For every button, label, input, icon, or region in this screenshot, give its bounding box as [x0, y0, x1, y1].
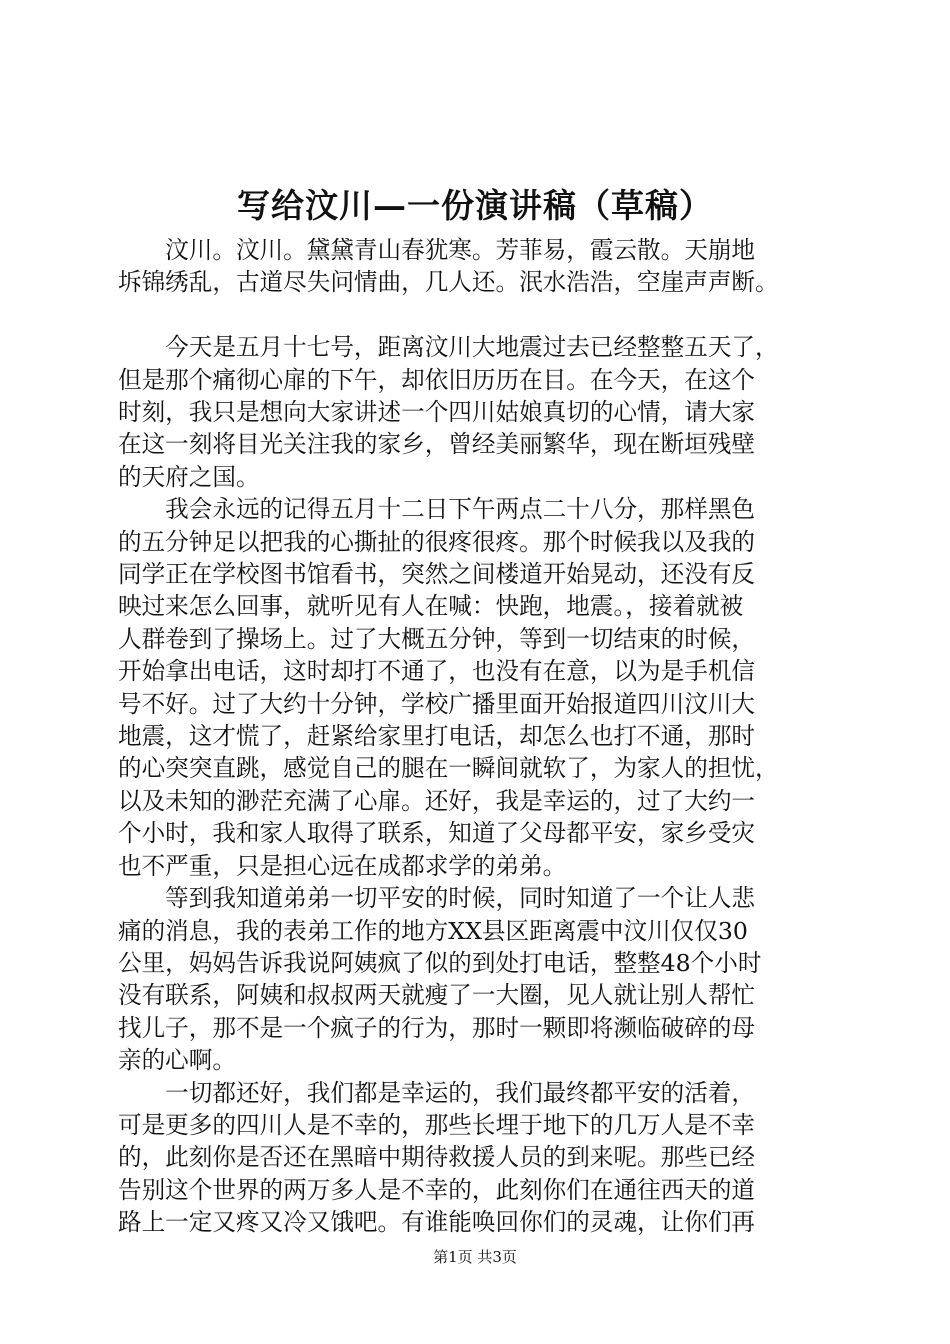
text-line: 映过来怎么回事，就听见有人在喊：快跑，地震。，接着就被 [118, 592, 744, 621]
text-line: 我会永远的记得五月十二日下午两点二十八分，那样黑色 [118, 495, 756, 524]
text-line: 时刻，我只是想向大家讲述一个四川姑娘真切的心情，请大家 [118, 398, 756, 427]
text-line: 的，此刻你是否还在黑暗中期待救援人员的到来呢。那些已经 [118, 1143, 756, 1172]
text-line: 没有联系，阿姨和叔叔两天就瘦了一大圈，见人就让别人帮忙 [118, 981, 756, 1010]
paragraph-intro [118, 331, 834, 493]
text-line: 地震，这才慌了，赶紧给家里打电话，却怎么也打不通，那时 [118, 722, 756, 751]
text-line: 在这一刻将目光关注我的家乡，曾经美丽繁华，现在断垣残壁 [118, 430, 756, 459]
paragraph-poem [118, 234, 834, 299]
text-line: 告别这个世界的两万多人是不幸的，此刻你们在通往西天的道 [118, 1175, 756, 1204]
text-line: 今天是五月十七号，距离汶川大地震过去已经整整五天了， [118, 333, 779, 362]
text-line: 痛的消息，我的表弟工作的地方XX县区距离震中汶川仅仅30 [118, 916, 748, 945]
text-line: 也不严重，只是担心远在成都求学的弟弟。 [118, 851, 567, 880]
text-line: 公里，妈妈告诉我说阿姨疯了似的到处打电话，整整48个小时 [118, 948, 762, 977]
text-line: 路上一定又疼又冷又饿吧。有谁能唤回你们的灵魂，让你们再 [118, 1208, 756, 1237]
paragraph-spacer [118, 299, 834, 331]
text-line: 亲的心啊。 [118, 1046, 236, 1075]
text-line: 可是更多的四川人是不幸的，那些长埋于地下的几万人是不幸 [118, 1110, 756, 1139]
text-line: 汶川。汶川。黛黛青山春犹寒。芳菲易，霞云散。天崩地 [118, 236, 756, 264]
text-line: 的心突突直跳，感觉自己的腿在一瞬间就软了，为家人的担忧， [118, 754, 779, 783]
paragraph-memory [118, 493, 834, 882]
text-line: 人群卷到了操场上。过了大概五分钟，等到一切结束的时候， [118, 624, 756, 653]
text-line: 等到我知道弟弟一切平安的时候，同时知道了一个让人悲 [118, 884, 756, 913]
text-line: 的天府之国。 [118, 462, 260, 491]
text-line: 的五分钟足以把我的心撕扯的很疼很疼。那个时候我以及我的 [118, 527, 756, 556]
page-footer: 第1页 共3页 [433, 1248, 517, 1266]
text-line: 以及未知的渺茫充满了心扉。还好，我是幸运的，过了大约一 [118, 786, 756, 815]
document-body [118, 234, 834, 1239]
text-line: 号不好。过了大约十分钟，学校广播里面开始报道四川汶川大 [118, 689, 756, 718]
text-line: 但是那个痛彻心扉的下午，却依旧历历在目。在今天，在这个 [118, 365, 756, 394]
text-line: 一切都还好，我们都是幸运的，我们最终都平安的活着， [118, 1078, 756, 1107]
text-line: 找儿子，那不是一个疯子的行为，那时一颗即将濒临破碎的母 [118, 1013, 756, 1042]
document-title: 写给汶川—一份演讲稿（草稿） [237, 186, 713, 225]
text-line: 个小时，我和家人取得了联系，知道了父母都平安，家乡受灾 [118, 819, 756, 848]
text-line: 同学正在学校图书馆看书，突然之间楼道开始晃动，还没有反 [118, 560, 756, 589]
paragraph-unfortunate [118, 1077, 834, 1239]
paragraph-cousin [118, 882, 834, 1076]
text-line: 坼锦绣乱，古道尽失问情曲，几人还。泯水浩浩，空崖声声断。 [118, 268, 779, 297]
text-line: 开始拿出电话，这时却打不通了，也没有在意，以为是手机信 [118, 657, 756, 686]
